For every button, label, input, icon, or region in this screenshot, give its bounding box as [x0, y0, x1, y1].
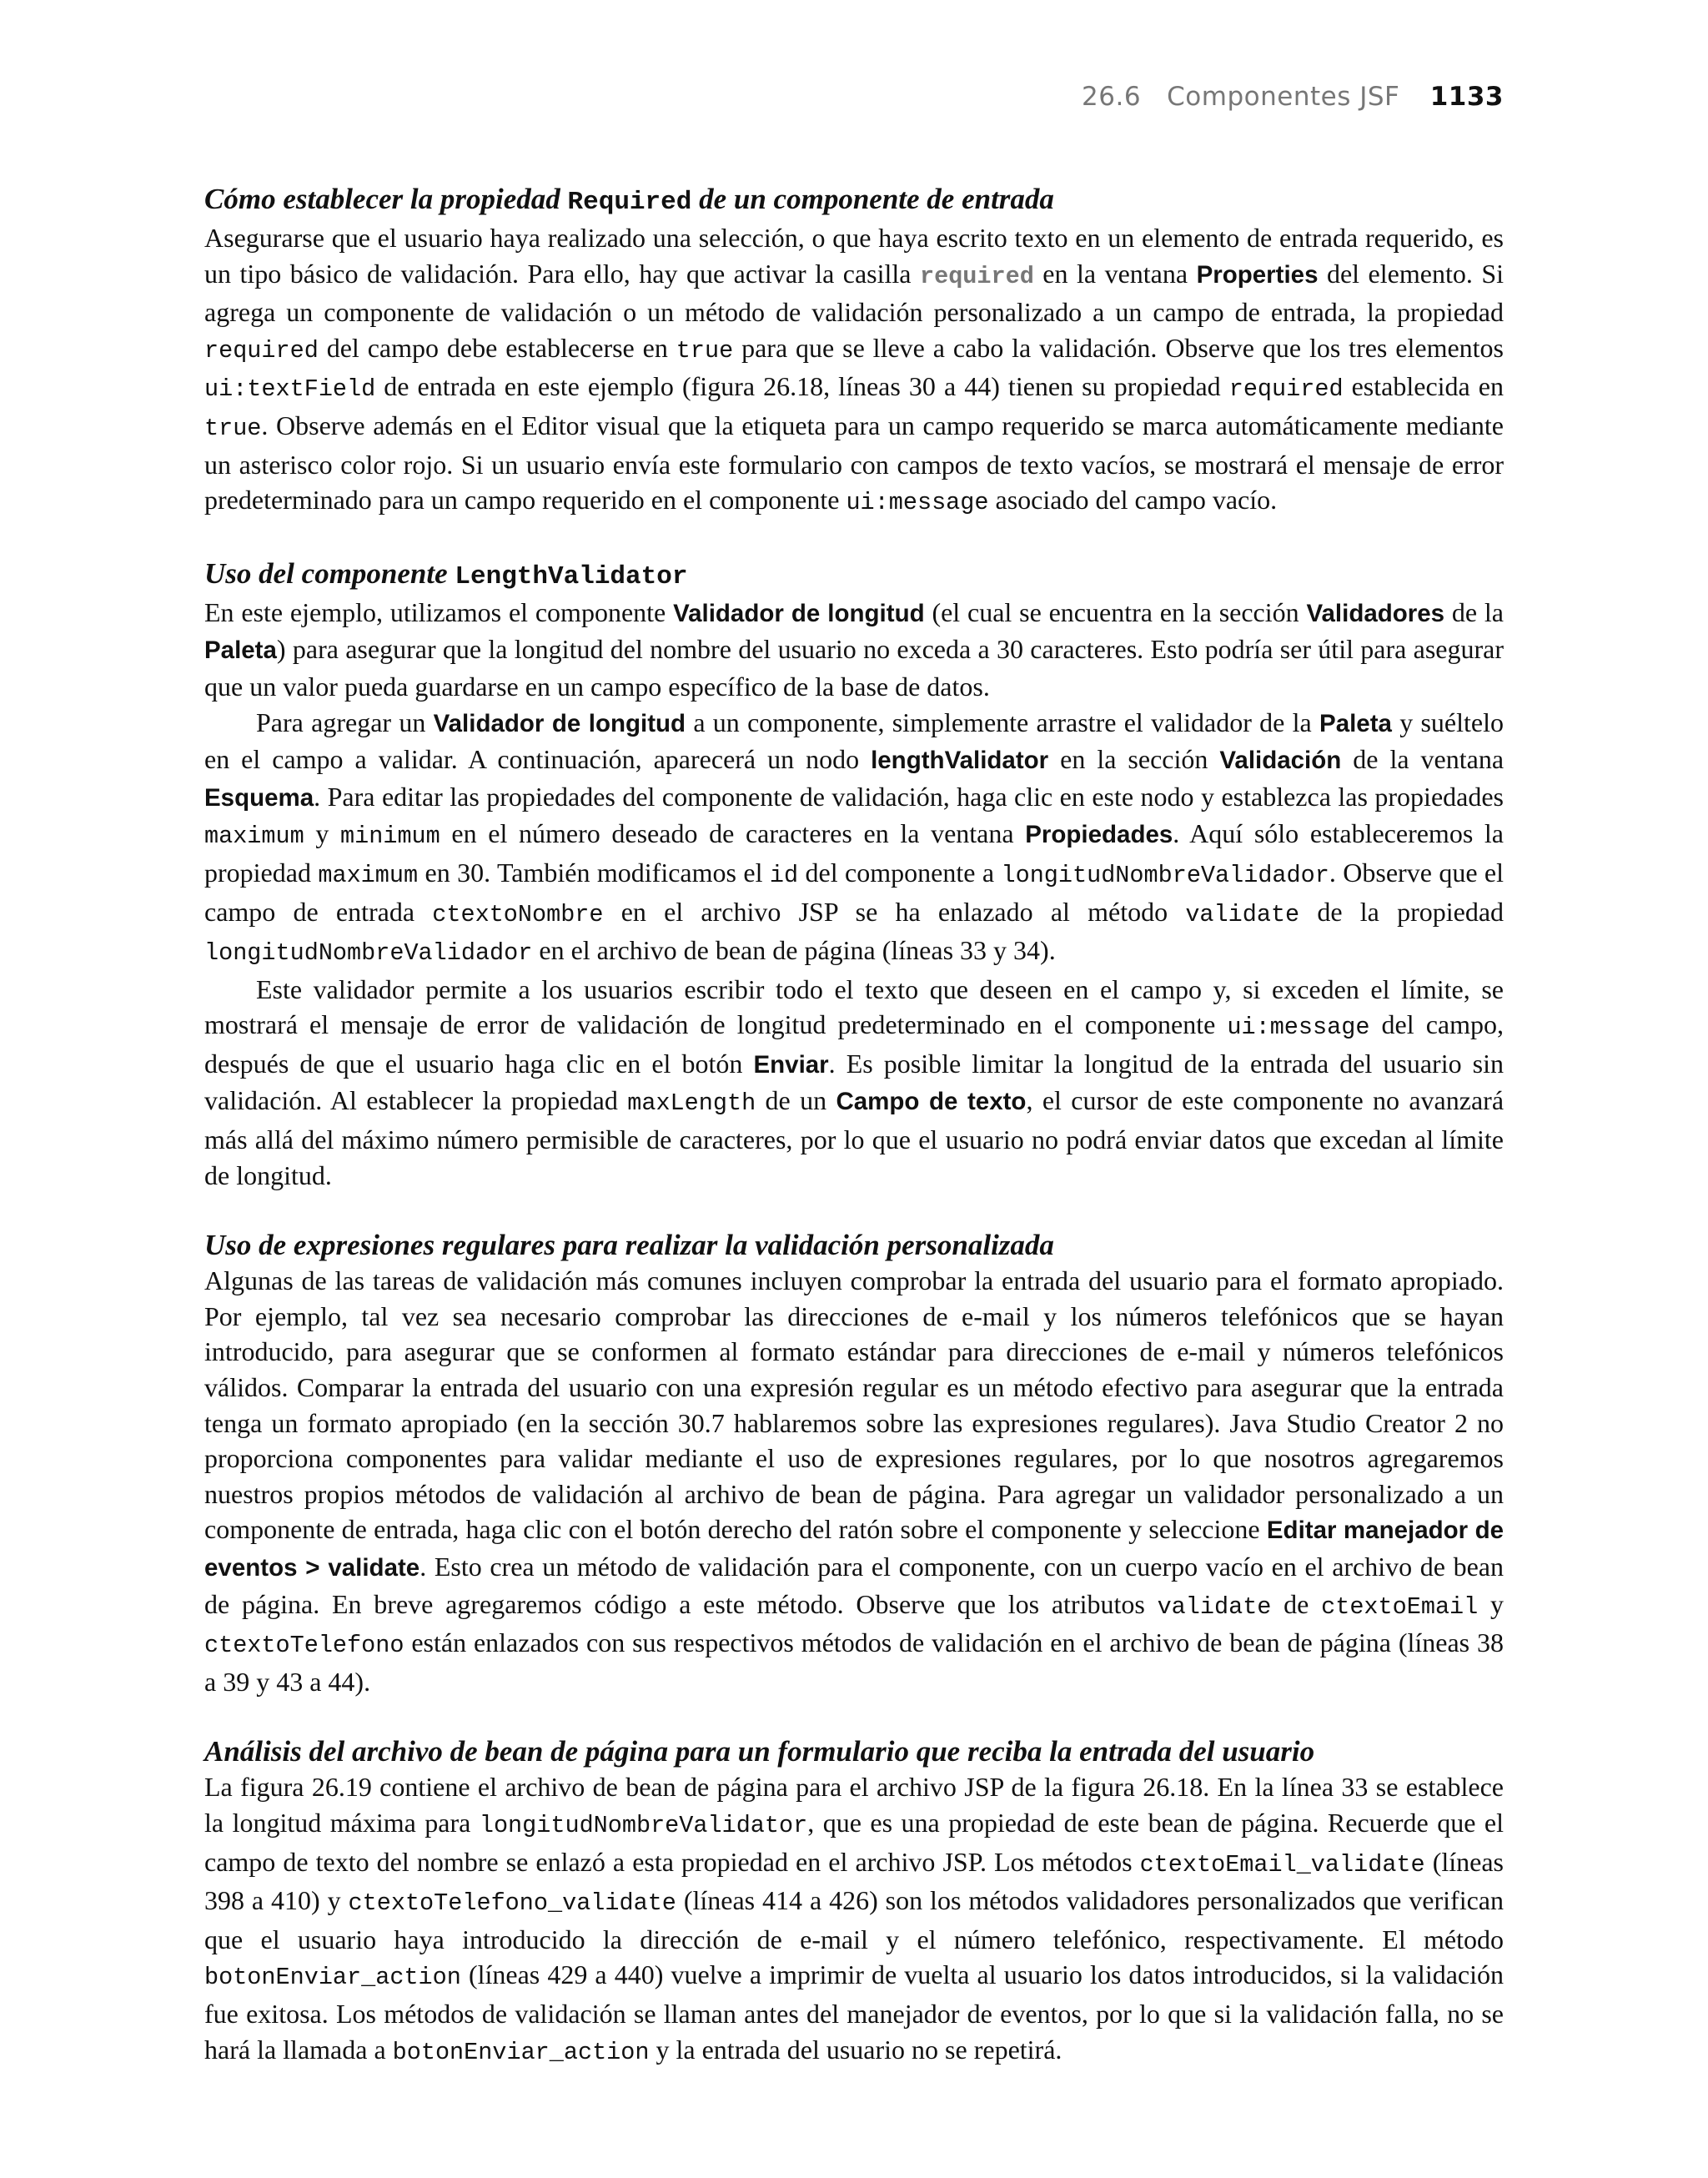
- section-page-bean-analysis: [204, 1734, 1504, 2070]
- code-term: true: [676, 336, 734, 365]
- code-term: LengthValidator: [455, 561, 688, 591]
- code-term: ui:message: [1227, 1014, 1370, 1042]
- code-term: longitudNombreValidador: [1001, 861, 1329, 889]
- code-term: id: [769, 861, 799, 889]
- ui-term: Validador de longitud: [673, 599, 925, 627]
- running-head-section-title: Componentes JSF: [1167, 82, 1400, 112]
- ui-term: Campo de texto: [836, 1088, 1027, 1116]
- ui-term: Validador de longitud: [433, 709, 686, 737]
- code-term: ctextoEmail: [1321, 1592, 1479, 1621]
- code-term: required: [1228, 375, 1344, 404]
- paragraph: Este validador permite a los usuarios escribir todo el texto que deseen en el campo y, si exceden el límite, se mostrará el mensaje de error de validación de longitud predeterminado en el componente ui:message del campo, después de que el usuario haga clic en el botón Enviar. Es posible limitar la longitud de la entrada del usuario sin validación. Al establecer la propiedad maxLength de un Campo de texto, el cursor de este componente no avanzará más allá del máximo número permisible de caracteres, por lo que el usuario no podrá enviar datos que excedan al límite de longitud.: [204, 973, 1505, 1190]
- code-term: botonEnviar_action: [392, 2038, 650, 2066]
- paragraph: Algunas de las tareas de validación más comunes incluyen comprobar la entrada del usuario para el formato apropiado. Por ejemplo, tal vez sea necesario comprobar las direcciones de e-mail y los números telefónicos que se hayan introducido, para asegurar que se conformen al formato estándar para direcciones de e-mail y números telefónicos válidos. Comparar la entrada del usuario con una expresión regular es un método efectivo para asegurar que la entrada tenga un formato apropiado (en la sección 30.7 hablaremos sobre las expresiones regulares). Java Studio Creator 2 no proporciona componentes para validar mediante el uso de expresiones regulares, por lo que nosotros agregaremos nuestros propios métodos de validación al archivo de bean de página. Para agregar un validador personalizado a un componente de entrada, haga clic con el botón derecho del ratón sobre el componente y seleccione Editar manejador de eventos > validate. Esto crea un método de validación para el componente, con un cuerpo vacío en el archivo de bean de página. En breve agregaremos código a este método. Observe que los atributos validate de ctextoEmail y ctextoTelefono están enlazados con sus respectivos métodos de validación en el archivo de bean de página (líneas 38 a 39 y 43 a 44).: [204, 1265, 1505, 1697]
- ui-term: Validadores: [1306, 599, 1445, 627]
- code-term: ctextoNombre: [432, 900, 604, 928]
- ui-term: Enviar: [753, 1050, 829, 1079]
- code-term: ctextoEmail_validate: [1139, 1850, 1425, 1879]
- code-term: maximum: [204, 822, 304, 851]
- ui-term: Validación: [1219, 747, 1342, 775]
- section-heading: Uso de expresiones regulares para realizar la validación personalizada: [204, 1229, 1054, 1262]
- ui-term: Paleta: [1319, 709, 1392, 737]
- code-term: maxLength: [627, 1089, 756, 1118]
- running-head-section-number: 26.6: [1082, 82, 1142, 112]
- ui-term: Paleta: [204, 636, 277, 665]
- code-term: ctextoTelefono_validate: [348, 1889, 676, 1918]
- paragraph: Asegurarse que el usuario haya realizado una selección, o que haya escrito texto en un elemento de entrada requerido, es un tipo básico de validación. Para ello, hay que activar la casilla required en la ventana Properties del elemento. Si agrega un componente de validación o un método de validación personalizado a un campo de entrada, la propiedad required del campo debe establecerse en true para que se lleve a cabo la validación. Observe que los tres elementos ui:textField de entrada en este ejemplo (figura 26.18, líneas 30 a 44) tienen su propiedad required establecida en true. Observe además en el Editor visual que la etiqueta para un campo requerido se marca automáticamente mediante un asterisco color rojo. Si un usuario envía este formulario con campos de texto vacíos, se mostrará el mensaje de error predeterminado para un campo requerido en el componente ui:message asociado del campo vacío.: [204, 223, 1505, 517]
- code-term: validate: [1157, 1592, 1272, 1621]
- code-term: ctextoTelefono: [204, 1632, 404, 1660]
- ui-term: Esquema: [204, 783, 314, 812]
- section-heading: Análisis del archivo de bean de página para un formulario que reciba la entrada del usuario: [204, 1735, 1315, 1768]
- ui-term: lengthValidator: [871, 747, 1049, 775]
- code-term: botonEnviar_action: [204, 1964, 461, 1992]
- section-heading: Uso del componente LengthValidator: [204, 556, 688, 591]
- section-regular-expressions: [204, 1228, 1504, 1699]
- page-number: 1133: [1429, 82, 1504, 112]
- code-term: longitudNombreValidator: [479, 1811, 808, 1839]
- ui-term: Propiedades: [1025, 821, 1173, 849]
- paragraph: En este ejemplo, utilizamos el componente Validador de longitud (el cual se encuentra en la sección Validadores de la Paleta) para asegurar que la longitud del nombre del usuario no exceda a 30 caracteres. Esto podría ser útil para asegurar que un valor pueda guardarse en un campo específico de la base de datos.: [204, 596, 1505, 702]
- code-term: Required: [567, 188, 692, 217]
- code-term: longitudNombreValidador: [204, 939, 533, 968]
- section-required-property: [204, 182, 1504, 521]
- paragraph: Para agregar un Validador de longitud a un componente, simplemente arrastre el validador de la Paleta y suéltelo en el campo a validar. A continuación, aparecerá un nodo lengthValidator en la sección Validación de la ventana Esquema. Para editar las propiedades del componente de validación, haga clic en este nodo y establezca las propiedades maximum y minimum en el número deseado de caracteres en la ventana Propiedades. Aquí sólo estableceremos la propiedad maximum en 30. También modificamos el id del componente a longitudNombreValidador. Observe que el campo de entrada ctextoNombre en el archivo JSP se ha enlazado al método validate de la propiedad longitudNombreValidador en el archivo de bean de página (líneas 33 y 34).: [204, 707, 1505, 968]
- section-heading: Cómo establecer la propiedad Required de un componente de entrada: [204, 183, 1054, 217]
- code-term: ui:message: [846, 489, 989, 517]
- code-term: validate: [1185, 900, 1300, 928]
- section-length-validator: [204, 556, 1504, 1194]
- ui-term: Properties: [1196, 260, 1319, 289]
- code-term: true: [204, 414, 262, 442]
- code-term: required: [919, 262, 1034, 290]
- code-term: required: [204, 336, 319, 365]
- running-head: [1082, 82, 1504, 112]
- paragraph: La figura 26.19 contiene el archivo de bean de página para el archivo JSP de la figura 26.18. En la línea 33 se establece la longitud máxima para longitudNombreValidator, que es una propiedad de este bean de página. Recuerde que el campo de texto del nombre se enlazó a esta propiedad en el archivo JSP. Los métodos ctextoEmail_validate (líneas 398 a 410) y ctextoTelefono_validate (líneas 414 a 426) son los métodos validadores personalizados que verifican que el usuario haya introducido la dirección de e-mail y el número telefónico, respectivamente. El método botonEnviar_action (líneas 429 a 440) vuelve a imprimir de vuelta al usuario los datos introducidos, si la validación fue exitosa. Los métodos de validación se llaman antes del manejador de eventos, por lo que si la validación falla, no se hará la llamada a botonEnviar_action y la entrada del usuario no se repetirá.: [204, 1772, 1505, 2066]
- code-term: minimum: [340, 822, 440, 851]
- code-term: ui:textField: [204, 375, 376, 404]
- code-term: maximum: [318, 861, 419, 889]
- body-text: [204, 182, 1504, 2105]
- ui-term: Editar manejador de eventos > validate: [204, 1517, 1505, 1582]
